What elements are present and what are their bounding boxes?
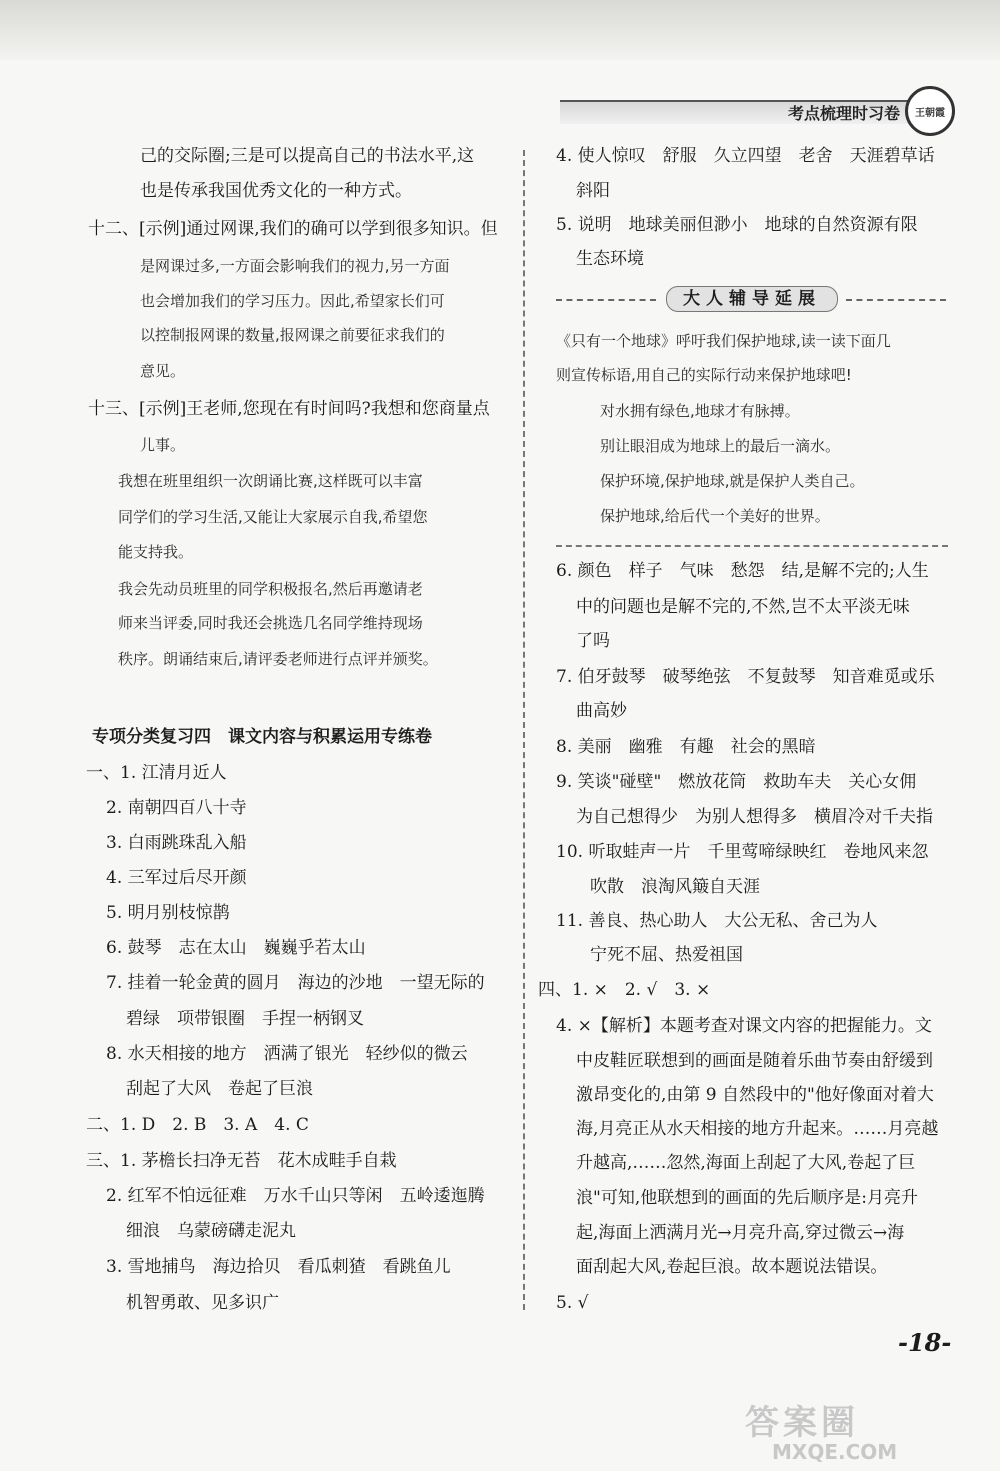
left-line: 6. 鼓琴 志在太山 巍巍乎若太山 — [106, 938, 366, 958]
left-line: 我会先动员班里的同学积极报名,然后再邀请老 — [118, 580, 423, 598]
left-line: 师来当评委,同时我还会挑选几名同学维持现场 — [118, 614, 423, 632]
right-line: 面刮起大风,卷起巨浪。故本题说法错误。 — [576, 1257, 888, 1277]
left-line: 以控制报网课的数量,报网课之前要征求我们的 — [140, 326, 445, 344]
slogan-line: 别让眼泪成为地球上的最后一滴水。 — [600, 437, 841, 455]
right-line: 中皮鞋匠联想到的画面是随着乐曲节奏由舒缓到 — [576, 1051, 933, 1071]
slogan-line: 保护环境,保护地球,就是保护人类自己。 — [600, 472, 865, 490]
left-line: 2. 南朝四百八十寺 — [106, 798, 247, 818]
slogan-line: 保护地球,给后代一个美好的世界。 — [600, 507, 830, 525]
left-line: 也是传承我国优秀文化的一种方式。 — [140, 181, 412, 201]
left-line: 十三、[示例]王老师,您现在有时间吗?我想和您商量点 — [88, 399, 490, 419]
watermark-url: MXQE.COM — [772, 1440, 898, 1464]
extension-label: 大人辅导延展 — [666, 286, 838, 312]
right-line: 4. ×【解析】本题考查对课文内容的把握能力。文 — [556, 1016, 932, 1036]
right-line: 6. 颜色 样子 气味 愁怨 结,是解不完的;人生 — [556, 561, 929, 581]
column-divider — [523, 150, 525, 1310]
left-line: 一、1. 江清月近人 — [86, 763, 227, 783]
right-line: 则宣传标语,用自己的实际行动来保护地球吧! — [556, 366, 852, 384]
watermark-logo: 答案圈 — [745, 1403, 859, 1443]
top-shade — [0, 0, 1000, 60]
right-line: 5. √ — [556, 1293, 589, 1313]
left-line: 碧绿 项带银圈 手捏一柄钢叉 — [126, 1009, 364, 1029]
left-line: 能支持我。 — [118, 543, 194, 561]
page-number: -18- — [898, 1328, 952, 1357]
left-line: 三、1. 茅檐长扫净无苔 花木成畦手自栽 — [86, 1151, 397, 1171]
left-line: 意见。 — [140, 362, 186, 380]
left-line: 2. 红军不怕远征难 万水千山只等闲 五岭逶迤腾 — [106, 1186, 485, 1206]
left-line: 十二、[示例]通过网课,我们的确可以学到很多知识。但 — [88, 219, 498, 239]
page-header-title: 考点梳理时习卷 — [787, 104, 900, 123]
left-line: 秩序。朗诵结束后,请评委老师进行点评并颁奖。 — [118, 650, 438, 668]
left-line: 3. 白雨跳珠乱入船 — [106, 833, 247, 853]
left-line: 机智勇敢、见多识广 — [126, 1293, 279, 1313]
left-line: 7. 挂着一轮金黄的圆月 海边的沙地 一望无际的 — [106, 973, 485, 993]
right-line: 吹散 浪淘风簸自天涯 — [590, 877, 760, 897]
right-line: 四、1. × 2. √ 3. × — [538, 980, 711, 1000]
left-line: 同学们的学习生活,又能让大家展示自我,希望您 — [118, 508, 428, 526]
left-line: 二、1. D 2. B 3. A 4. C — [86, 1115, 309, 1135]
section-title: 专项分类复习四 课文内容与积累运用专练卷 — [92, 727, 432, 747]
right-line: 4. 使人惊叹 舒服 久立四望 老舍 天涯碧草话 — [556, 146, 935, 166]
left-line: 8. 水天相接的地方 洒满了银光 轻纱似的微云 — [106, 1044, 468, 1064]
left-line: 刮起了大风 卷起了巨浪 — [126, 1079, 313, 1099]
right-line: 起,海面上洒满月光→月亮升高,穿过微云→海 — [576, 1223, 905, 1243]
right-line: 升越高,……忽然,海面上刮起了大风,卷起了巨 — [576, 1153, 916, 1173]
right-line: 宁死不屈、热爱祖国 — [590, 945, 743, 965]
left-line: 己的交际圈;三是可以提高自己的书法水平,这 — [140, 146, 475, 166]
right-line: 7. 伯牙鼓琴 破琴绝弦 不复鼓琴 知音难觅或乐 — [556, 667, 935, 687]
right-line: 《只有一个地球》呼吁我们保护地球,读一读下面几 — [556, 332, 891, 350]
right-line: 曲高妙 — [576, 701, 627, 721]
left-line: 5. 明月别枝惊鹊 — [106, 903, 230, 923]
left-line: 是网课过多,一方面会影响我们的视力,另一方面 — [140, 257, 450, 275]
left-line: 也会增加我们的学习压力。因此,希望家长们可 — [140, 292, 445, 310]
left-line: 3. 雪地捕鸟 海边拾贝 看瓜刺猹 看跳鱼儿 — [106, 1257, 451, 1277]
right-line: 了吗 — [576, 631, 610, 651]
right-line: 8. 美丽 幽雅 有趣 社会的黑暗 — [556, 737, 816, 757]
section-separator — [556, 545, 948, 547]
extension-banner — [556, 288, 946, 310]
right-line: 激昂变化的,由第 9 自然段中的"他好像面对着大 — [576, 1085, 934, 1105]
right-line: 海,月亮正从水天相接的地方升起来。……月亮越 — [576, 1119, 939, 1139]
left-line: 4. 三军过后尽开颜 — [106, 868, 247, 888]
slogan-line: 对水拥有绿色,地球才有脉搏。 — [600, 402, 800, 420]
left-line: 细浪 乌蒙磅礴走泥丸 — [126, 1221, 296, 1241]
right-line: 中的问题也是解不完的,不然,岂不太平淡无味 — [576, 597, 910, 617]
right-line: 斜阳 — [576, 181, 610, 201]
right-line: 10. 听取蛙声一片 千里莺啼绿映红 卷地风来忽 — [556, 842, 929, 862]
right-line: 生态环境 — [576, 249, 644, 269]
right-line: 为自己想得少 为别人想得多 横眉冷对千夫指 — [576, 807, 933, 827]
right-line: 11. 善良、热心助人 大公无私、舍己为人 — [556, 911, 878, 931]
brand-logo-icon: 王朝霞 — [905, 86, 955, 136]
left-line: 我想在班里组织一次朗诵比赛,这样既可以丰富 — [118, 472, 423, 490]
left-line: 儿事。 — [140, 436, 186, 454]
right-line: 浪"可知,他联想到的画面的先后顺序是:月亮升 — [576, 1188, 918, 1208]
dash-line — [846, 299, 946, 301]
right-line: 5. 说明 地球美丽但渺小 地球的自然资源有限 — [556, 215, 918, 235]
right-line: 9. 笑谈"碰壁" 燃放花筒 救助车夫 关心女佣 — [556, 772, 917, 792]
dash-line — [556, 299, 656, 301]
